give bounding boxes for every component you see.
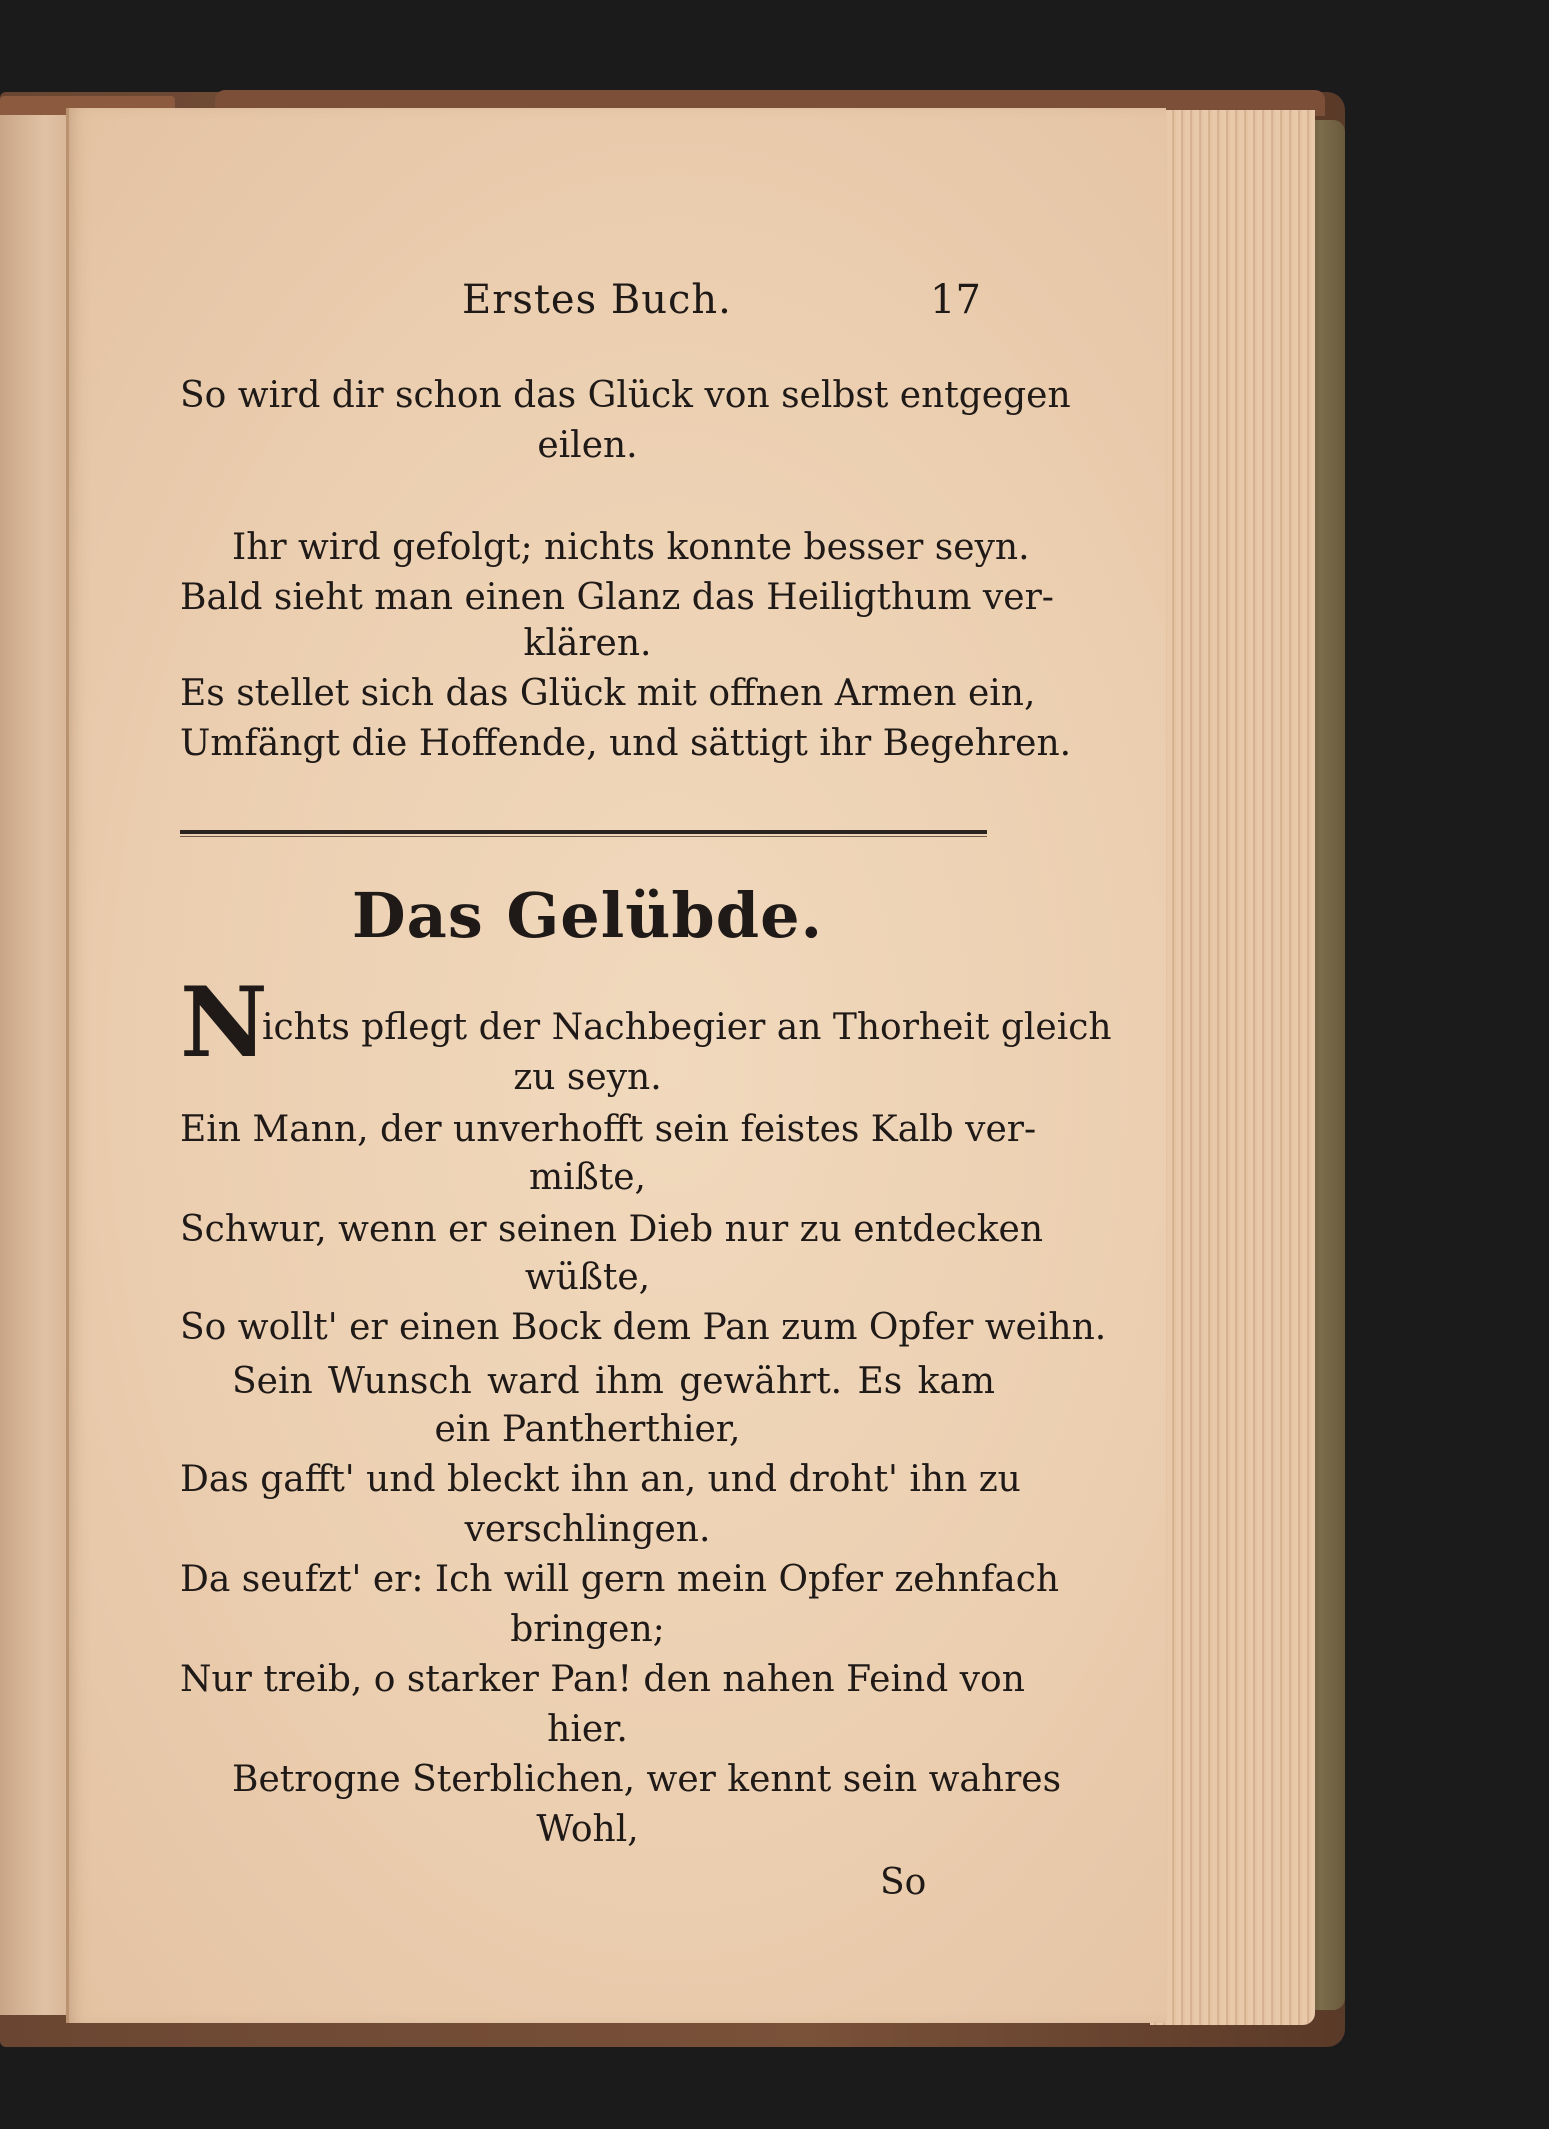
poem2-line: Wohl, [536,1809,639,1850]
poem1-line: eilen. [537,425,638,466]
poem2-line: Ein Mann, der unverhofft sein feistes Kalb ver- [180,1109,1037,1150]
poem-title: Das Gelübde. [351,879,824,952]
section-rule-thin [180,836,987,837]
poem2-line: bringen; [510,1609,665,1650]
poem2-line: Nur treib, o starker Pan! den nahen Feind von [180,1659,1025,1700]
poem2-line: zu seyn. [513,1057,662,1098]
poem1-line: Es stellet sich das Glück mit offnen Armen ein, [180,673,1036,714]
page-number: 17 [930,277,981,323]
catchword: So [880,1862,927,1903]
poem1-line: klären. [523,623,652,664]
poem2-line: Betrogne Sterblichen, wer kennt sein wahres [232,1759,1062,1800]
poem2-line: Schwur, wenn er seinen Dieb nur zu entdecken [180,1209,1044,1250]
poem2-line: wüßte, [524,1257,651,1298]
gutter-line [66,108,69,2023]
poem1-line: Bald sieht man einen Glanz das Heiligthum ver- [180,577,1054,618]
stacked-page-edges [1150,110,1315,2025]
poem2-line: Das gafft' und bleckt ihn an, und droht' ihn zu [180,1459,1021,1500]
poem1-line: So wird dir schon das Glück von selbst entgegen [180,375,1071,416]
poem2-line: verschlingen. [464,1509,711,1550]
poem2-line: Da seufzt' er: Ich will gern mein Opfer zehnfach [180,1559,1060,1600]
drop-cap: N [180,966,268,1079]
running-title: Erstes Buch. [462,277,732,323]
poem2-line: ein Pantherthier, [434,1409,741,1450]
section-rule [180,830,987,834]
poem2-line: Sein Wunsch ward ihm gewährt. Es kam [232,1361,995,1402]
poem2-line: ichts pflegt der Nachbegier an Thorheit gleich [262,1007,1112,1048]
poem2-line: hier. [547,1709,628,1750]
poem1-line: Umfängt die Hoffende, und sättigt ihr Begehren. [180,723,1072,764]
poem1-line: Ihr wird gefolgt; nichts konnte besser seyn. [232,527,1030,568]
poem2-line: mißte, [529,1157,646,1198]
poem2-line: So wollt' er einen Bock dem Pan zum Opfer weihn. [180,1307,1107,1348]
